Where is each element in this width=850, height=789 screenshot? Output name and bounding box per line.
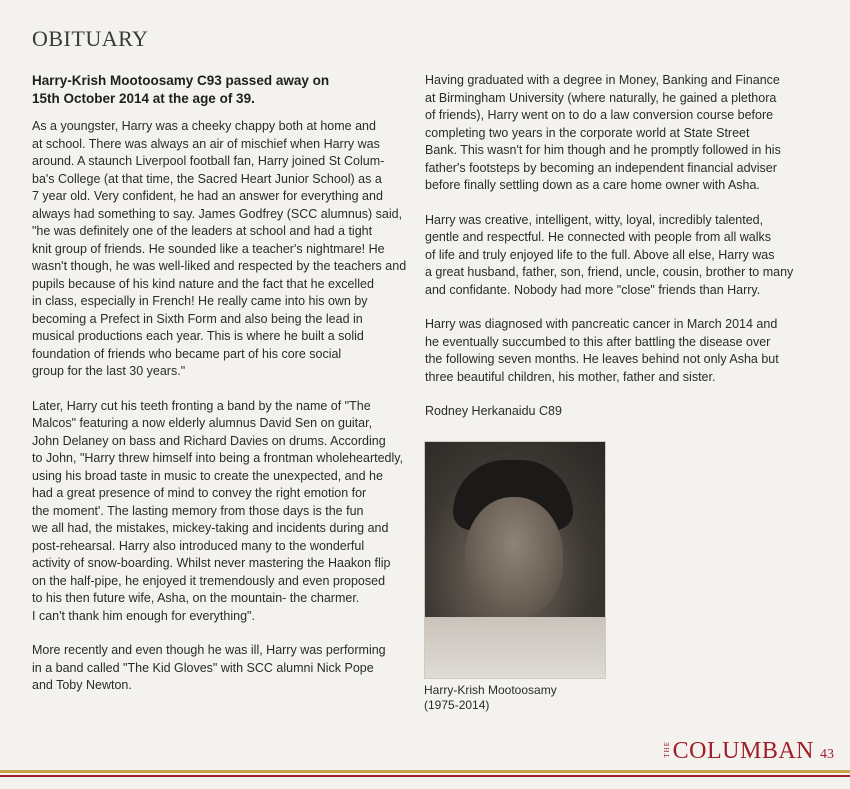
text-line: musical productions each year. This is where he built a solid <box>32 329 364 343</box>
author-signature: Rodney Herkanaidu C89 <box>425 404 562 418</box>
text-line: and confidante. Nobody had more "close" friends than Harry. <box>425 282 761 297</box>
masthead-logo: COLUMBAN <box>672 738 814 764</box>
right-column <box>425 72 817 421</box>
text-line: "he was definitely one of the leaders at school and had a tight <box>32 224 373 238</box>
portrait-photo <box>424 441 606 679</box>
text-line: Bank. This wasn't for him though and he promptly followed in his <box>425 143 781 157</box>
text-line: of life and truly enjoyed life to the full. Above all else, Harry was <box>425 247 775 262</box>
text-line: becoming a Prefect in Sixth Form and also being the lead in <box>32 311 363 326</box>
left-column <box>32 72 410 712</box>
text-line: using his broad taste in music to create the unexpected, and he <box>32 468 383 483</box>
text-line: he eventually succumbed to this after battling the disease over <box>425 334 771 349</box>
text-line: knit group of friends. He sounded like a teacher's nightmare! He <box>32 241 385 256</box>
photo-shirt <box>425 617 605 679</box>
text-line: pupils because of his kind nature and the fact that he excelled <box>32 276 374 291</box>
text-line: Having graduated with a degree in Money, Banking and Finance <box>425 73 780 87</box>
section-heading: OBITUARY <box>32 26 149 51</box>
text-line: the moment'. The lasting memory from those days is the fun <box>32 503 364 518</box>
text-line: and Toby Newton. <box>32 678 132 692</box>
text-line: Later, Harry cut his teeth fronting a band by the name of "The <box>32 398 371 413</box>
text-line: gentle and respectful. He connected with people from all walks <box>425 230 772 244</box>
text-line: I can't thank him enough for everything". <box>32 608 255 623</box>
photo-face <box>465 497 563 617</box>
text-line: 7 year old. Very confident, he had an answer for everything and <box>32 189 383 203</box>
text-line: foundation of friends who became part of his core social <box>32 346 342 361</box>
text-line: father's footsteps by becoming an independent financial adviser <box>425 160 777 175</box>
footer-rule-gold <box>0 770 850 773</box>
lede-line: Harry-Krish Mootoosamy C93 passed away on <box>32 73 330 88</box>
text-line: of friends), Harry went on to do a law conversion course before <box>425 108 774 122</box>
page-number: 43 <box>820 747 834 762</box>
text-line: had a great presence of mind to convey the right emotion for <box>32 486 367 500</box>
text-line: a great husband, father, son, friend, uncle, cousin, brother to many <box>425 265 794 279</box>
text-line: on the half-pipe, he enjoyed it tremendously and even proposed <box>32 573 386 588</box>
text-line: to John, "Harry threw himself into being a frontman wholeheartedly, <box>32 451 404 465</box>
left-paragraph-2 <box>32 398 410 626</box>
text-line: in class, especially in French! He really came into his own by <box>32 294 368 308</box>
right-paragraph-2 <box>425 212 817 300</box>
lede-line: 15th October 2014 at the age of 39. <box>32 91 255 106</box>
text-line: always had something to say. James Godfrey (SCC alumnus) said, <box>32 206 403 221</box>
text-line: Malcos" featuring a now elderly alumnus David Sen on guitar, <box>32 416 373 430</box>
text-line: As a youngster, Harry was a cheeky chappy both at home and <box>32 119 376 133</box>
footer-rule-red <box>0 775 850 777</box>
left-paragraph-1 <box>32 118 410 381</box>
text-line: completing two years in the corporate world at State Street <box>425 125 750 140</box>
text-line: group for the last 30 years." <box>32 364 186 378</box>
caption-dates: (1975-2014) <box>424 698 490 712</box>
text-line: in a band called "The Kid Gloves" with SCC alumni Nick Pope <box>32 660 374 675</box>
masthead-the: THE <box>662 741 671 758</box>
text-line: wasn't though, he was well-liked and respected by the teachers and <box>32 259 407 273</box>
right-paragraph-1 <box>425 72 817 195</box>
text-line: at Birmingham University (where naturally, he gained a plethora <box>425 90 777 105</box>
text-line: around. A staunch Liverpool football fan, Harry joined St Colum- <box>32 154 385 168</box>
text-line: Harry was diagnosed with pancreatic cancer in March 2014 and <box>425 317 778 331</box>
text-line: three beautiful children, his mother, father and sister. <box>425 369 716 384</box>
left-paragraph-3 <box>32 642 410 695</box>
text-line: before finally settling down as a care home owner with Asha. <box>425 178 760 192</box>
text-line: we all had, the mistakes, mickey-taking and incidents during and <box>32 521 389 535</box>
text-line: Harry was creative, intelligent, witty, loyal, incredibly talented, <box>425 212 764 227</box>
text-line: John Delaney on bass and Richard Davies on drums. According <box>32 433 386 448</box>
lede <box>32 72 410 108</box>
text-line: at school. There was always an air of mischief when Harry was <box>32 136 380 151</box>
text-line: ba's College (at that time, the Sacred Heart Junior School) as a <box>32 171 382 186</box>
caption-name: Harry-Krish Mootoosamy <box>424 683 557 697</box>
text-line: More recently and even though he was ill, Harry was performing <box>32 643 386 657</box>
page-footer <box>663 738 834 765</box>
text-line: activity of snow-boarding. Whilst never mastering the Haakon flip <box>32 556 391 570</box>
text-line: the following seven months. He leaves behind not only Asha but <box>425 352 779 366</box>
right-paragraph-3 <box>425 316 817 386</box>
text-line: post-rehearsal. Harry also introduced many to the wonderful <box>32 538 365 553</box>
photo-caption <box>424 683 557 713</box>
text-line: to his then future wife, Asha, on the mountain- the charmer. <box>32 591 360 605</box>
